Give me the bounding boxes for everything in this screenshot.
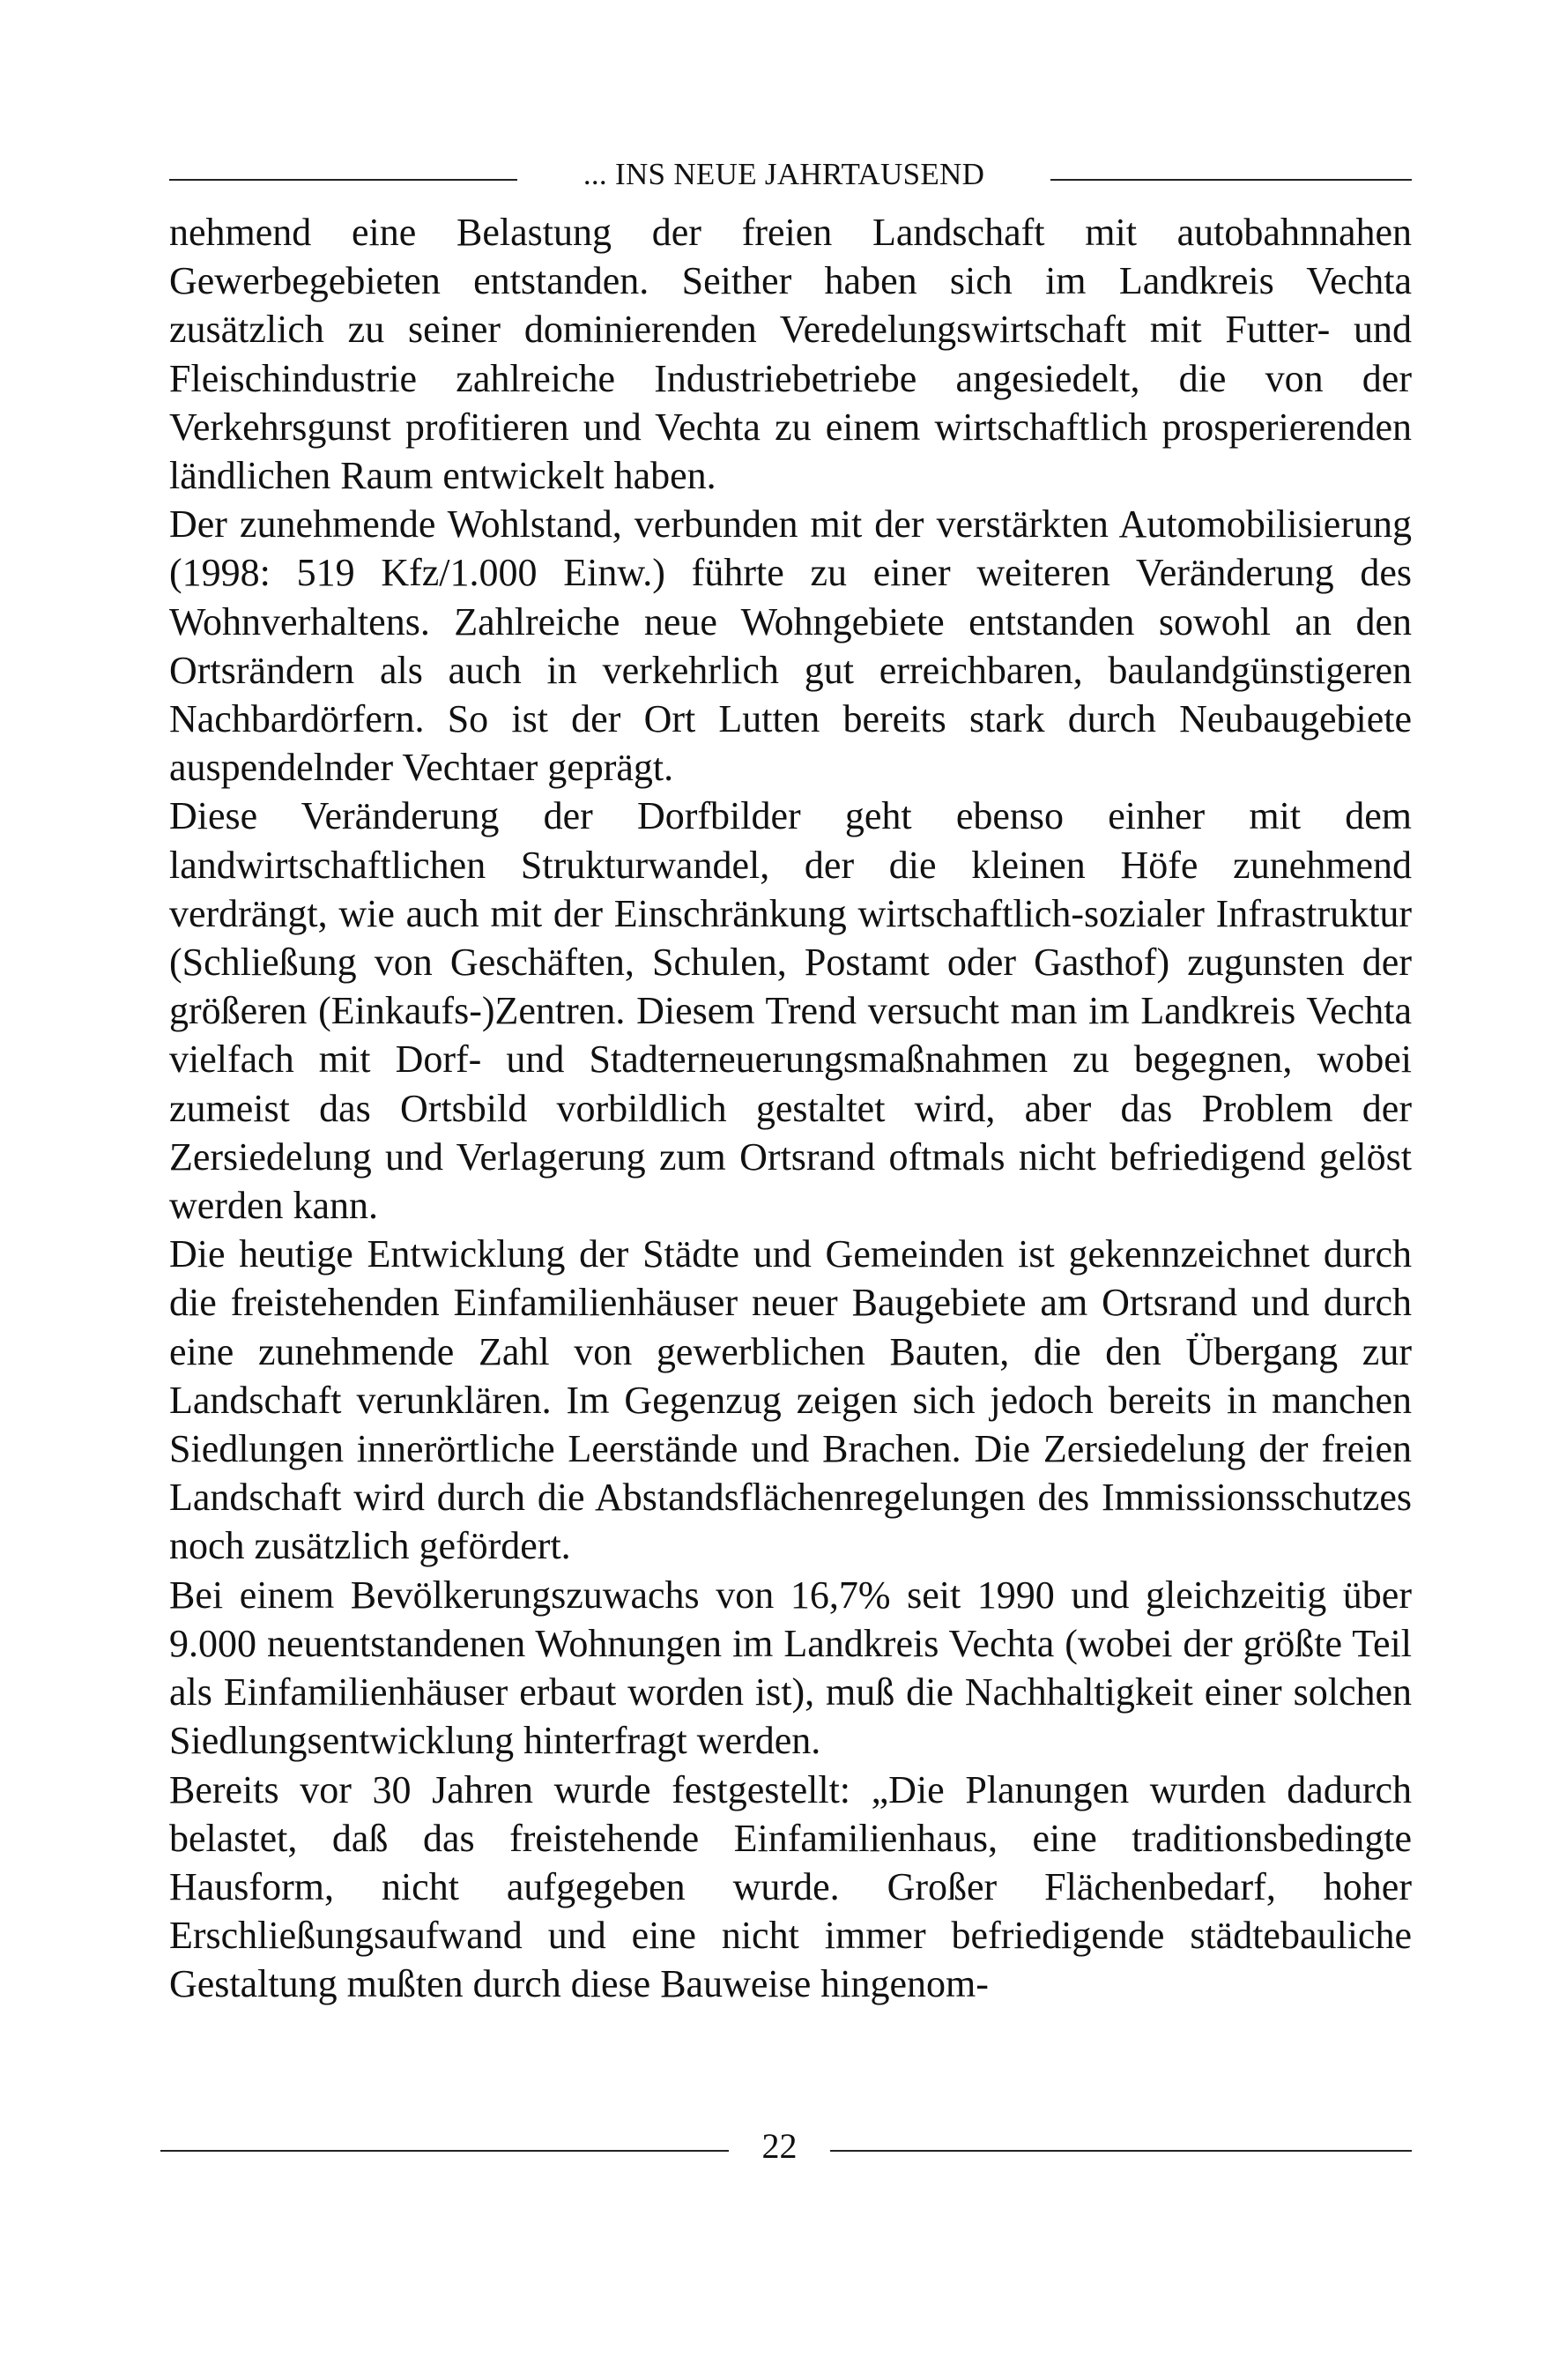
footer-rule-right (830, 2150, 1412, 2152)
page-number: 22 (761, 2126, 798, 2166)
paragraph-3: Diese Veränderung der Dorfbilder geht ebenso einher mit dem landwirtschaftlichen Strukturwandel, der die kleinen Höfe zunehmend verdrängt, wie auch mit der Einschränkung wirtschaftlich-sozialer Infrastruktur (Schließung von Geschäften, Schulen, Postamt oder Gasthof) zugunsten der größeren (Einkaufs-)Zentren. Diesem Trend versucht man im Landkreis Vechta vielfach mit Dorf- und Stadterneuerungsmaßnahmen zu begegnen, wobei zumeist das Ortsbild vorbildlich gestaltet wird, aber das Problem der Zersiedelung und Verlagerung zum Ortsrand oftmals nicht befriedigend gelöst werden kann. (169, 794, 1412, 1228)
header-title: ... INS NEUE JAHRTAUSEND (583, 157, 985, 191)
header-rule-left (169, 179, 517, 181)
paragraph-5: Bei einem Bevölkerungszuwachs von 16,7% seit 1990 und gleichzeitig über 9.000 neuentstandenen Wohnungen im Landkreis Vechta (wobei der größte Teil als Einfamilienhäuser erbaut worden ist), muß die Nachhaltigkeit einer solchen Siedlungsentwicklung hinterfragt werden. (169, 1573, 1412, 1763)
running-header (169, 155, 1412, 194)
body-text (169, 208, 1412, 2009)
paragraph-6: Bereits vor 30 Jahren wurde festgestellt: „Die Planungen wurden dadurch belastet, daß das freistehende Einfamilienhaus, eine traditionsbedingte Hausform, nicht aufgegeben wurde. Großer Flächenbedarf, hoher Erschließungsaufwand und eine nicht immer befriedigende städtebauliche Gestaltung mußten durch diese Bauweise hingenom- (169, 1767, 1412, 2006)
paragraph-4: Die heutige Entwicklung der Städte und Gemeinden ist gekennzeichnet durch die freistehenden Einfamilienhäuser neuer Baugebiete am Ortsrand und durch eine zunehmende Zahl von gewerblichen Bauten, die den Übergang zur Landschaft verunklären. Im Gegenzug zeigen sich jedoch bereits in manchen Siedlungen innerörtliche Leerstände und Brachen. Die Zersiedelung der freien Landschaft wird durch die Abstandsflächenregelungen des Immissionsschutzes noch zusätzlich gefördert. (169, 1232, 1412, 1568)
paragraph-2: Der zunehmende Wohlstand, verbunden mit der verstärkten Automobilisierung (1998: 519 Kfz/1.000 Einw.) führte zu einer weiteren Veränderung des Wohnverhaltens. Zahlreiche neue Wohngebiete entstanden sowohl an den Ortsrändern als auch in verkehrlich gut erreichbaren, baulandgünstigeren Nachbardörfern. So ist der Ort Lutten bereits stark durch Neubaugebiete auspendelnder Vechtaer geprägt. (169, 502, 1412, 790)
footer-rule-left (160, 2150, 729, 2152)
paragraph-1: nehmend eine Belastung der freien Landschaft mit autobahnnahen Gewerbegebieten entstanden. Seither haben sich im Landkreis Vechta zusätzlich zu seiner dominierenden Veredelungswirtschaft mit Futter- und Fleischindustrie zahlreiche Industriebetriebe angesiedelt, die von der Verkehrsgunst profitieren und Vechta zu einem wirtschaftlich prosperierenden ländlichen Raum entwickelt haben. (169, 211, 1412, 498)
page-footer (160, 2124, 1412, 2168)
header-rule-right (1050, 179, 1412, 181)
